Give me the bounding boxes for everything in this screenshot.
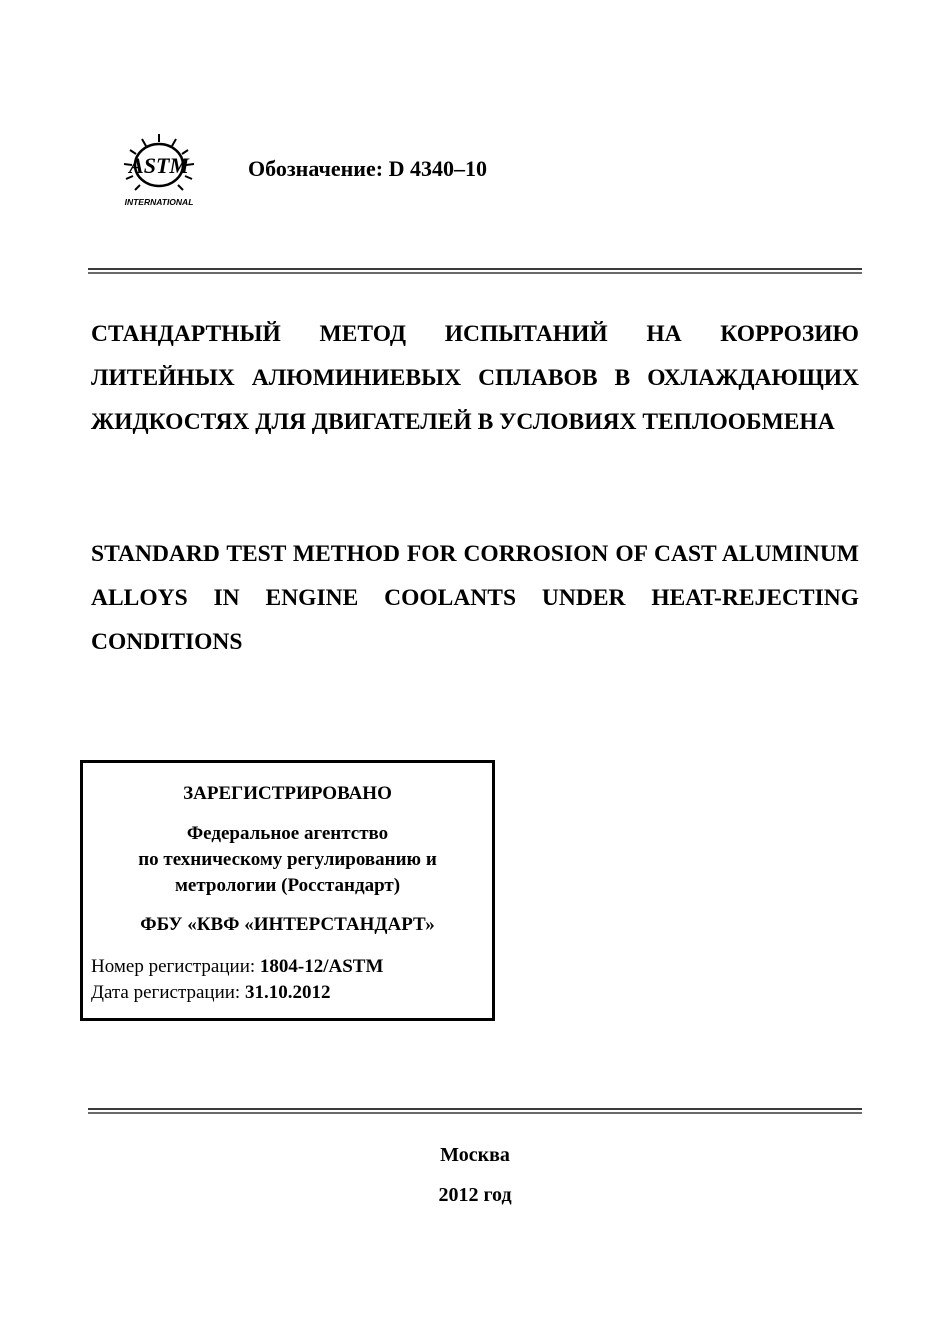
registration-date-value: 31.10.2012 (244, 982, 331, 1003)
publication-year: 2012 год (438, 1184, 512, 1206)
top-divider (88, 268, 862, 275)
agency-line: по техническому регулированию и (138, 849, 437, 870)
designation: Обозначение: D 4340–10 (248, 156, 487, 181)
agency-line: Федеральное агентство (186, 823, 389, 844)
registration-agency (83, 821, 492, 899)
agency-line: метрологии (Росстандарт) (174, 875, 401, 896)
registration-number (91, 956, 383, 978)
title-russian: СТАНДАРТНЫЙ МЕТОД ИСПЫТАНИЙ НА КОРРОЗИЮ ЛИТЕЙНЫХ АЛЮМИНИЕВЫХ СПЛАВОВ В ОХЛАЖДАЮЩИХ ЖИДКОСТЯХ ДЛЯ ДВИГАТЕЛЕЙ В УСЛОВИЯХ ТЕПЛООБМЕНА (91, 321, 859, 435)
title-english: STANDARD TEST METHOD FOR CORROSION OF CAST ALUMINUM ALLOYS IN ENGINE COOLANTS UNDER HEAT-REJECTING CONDITIONS (91, 541, 859, 655)
astm-logo (118, 132, 200, 208)
registration-number-value: 1804-12/ASTM (259, 956, 384, 977)
registration-heading: ЗАРЕГИСТРИРОВАНО (183, 783, 392, 804)
bottom-divider (88, 1108, 862, 1115)
astm-logo-icon (118, 132, 200, 208)
registration-date-label: Дата регистрации: (91, 982, 245, 1003)
registration-box (80, 760, 495, 1021)
registration-number-label: Номер регистрации: (91, 956, 260, 977)
logo-mark-text: ASTM (129, 153, 189, 178)
registration-organization: ФБУ «КВФ «ИНТЕРСТАНДАРТ» (140, 914, 435, 935)
publication-city: Москва (440, 1144, 510, 1166)
registration-date (91, 982, 330, 1004)
logo-caption: INTERNATIONAL (124, 197, 194, 207)
